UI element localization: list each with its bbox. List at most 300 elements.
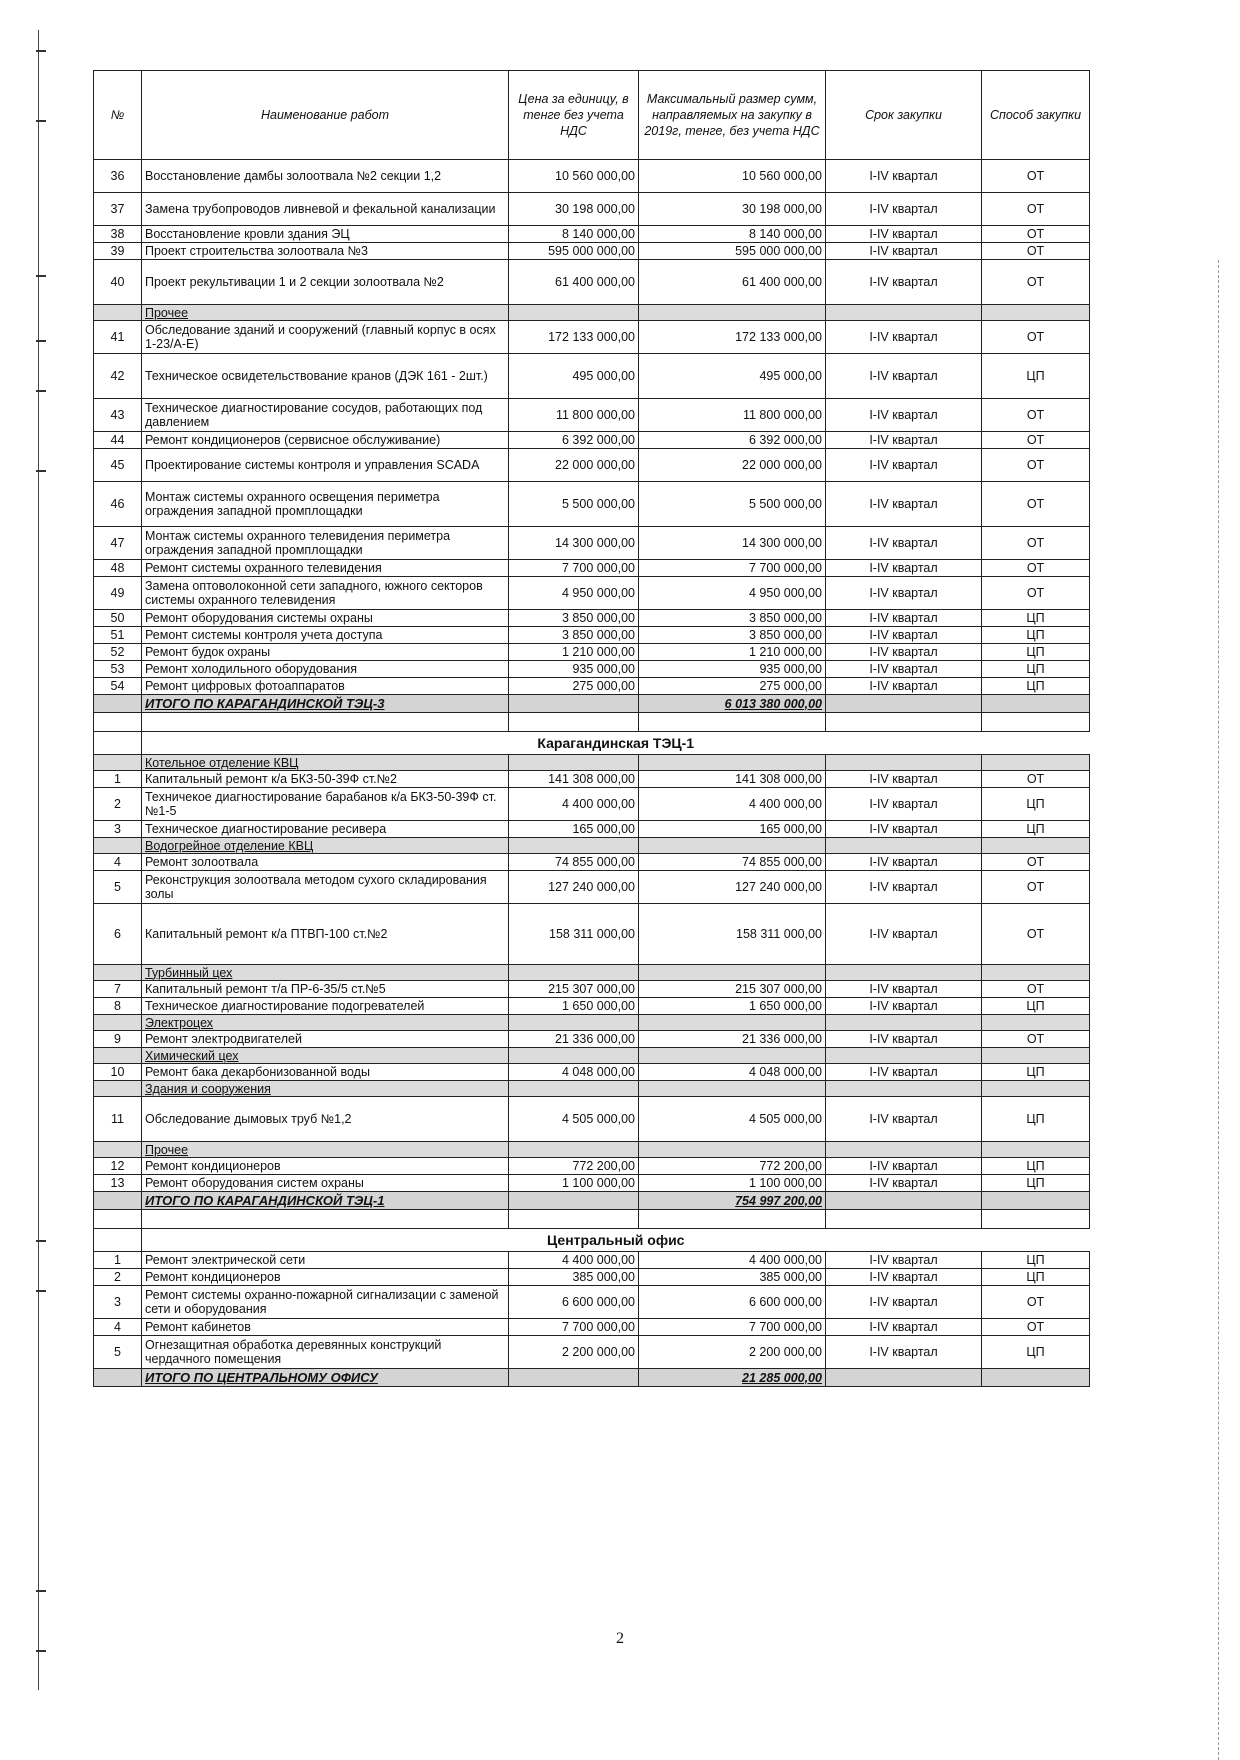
- row-price: 141 308 000,00: [509, 771, 639, 788]
- row-number: 44: [94, 432, 142, 449]
- header-term: Срок закупки: [826, 71, 982, 160]
- row-name: Замена оптоволоконной сети западного, южного секторов системы охранного телевидения: [142, 577, 509, 610]
- row-method: ЦП: [982, 644, 1090, 661]
- section-empty: [826, 1015, 982, 1031]
- row-name: Техническое диагностирование сосудов, работающих под давлением: [142, 399, 509, 432]
- total-value: 754 997 200,00: [639, 1192, 826, 1210]
- row-number: 9: [94, 1031, 142, 1048]
- row-max: 6 392 000,00: [639, 432, 826, 449]
- row-name: Ремонт золоотвала: [142, 854, 509, 871]
- total-row: [94, 695, 1090, 713]
- row-term: I-IV квартал: [826, 354, 982, 399]
- row-term: I-IV квартал: [826, 243, 982, 260]
- section-num: [94, 1142, 142, 1158]
- row-term: I-IV квартал: [826, 610, 982, 627]
- row-max: 30 198 000,00: [639, 193, 826, 226]
- section-row: [94, 1142, 1090, 1158]
- spacer-cell: [94, 1210, 142, 1229]
- section-empty: [982, 965, 1090, 981]
- row-method: ОТ: [982, 771, 1090, 788]
- row-number: 1: [94, 1252, 142, 1269]
- total-empty: [826, 1369, 982, 1387]
- row-name: Техническое диагностирование ресивера: [142, 821, 509, 838]
- row-price: 165 000,00: [509, 821, 639, 838]
- section-label: Прочее: [142, 305, 509, 321]
- total-empty: [509, 1192, 639, 1210]
- table-row: [94, 771, 1090, 788]
- row-term: I-IV квартал: [826, 661, 982, 678]
- spacer-cell: [639, 1210, 826, 1229]
- row-term: I-IV квартал: [826, 678, 982, 695]
- row-method: ЦП: [982, 354, 1090, 399]
- section-empty: [509, 755, 639, 771]
- row-term: I-IV квартал: [826, 981, 982, 998]
- row-number: 48: [94, 560, 142, 577]
- row-price: 11 800 000,00: [509, 399, 639, 432]
- table-row: [94, 644, 1090, 661]
- row-max: 385 000,00: [639, 1269, 826, 1286]
- row-number: 4: [94, 1319, 142, 1336]
- row-price: 772 200,00: [509, 1158, 639, 1175]
- table-row: [94, 1064, 1090, 1081]
- row-price: 215 307 000,00: [509, 981, 639, 998]
- row-max: 1 210 000,00: [639, 644, 826, 661]
- table-row: [94, 678, 1090, 695]
- row-term: I-IV квартал: [826, 482, 982, 527]
- row-price: 127 240 000,00: [509, 871, 639, 904]
- row-max: 165 000,00: [639, 821, 826, 838]
- spacer-cell: [94, 713, 142, 732]
- row-price: 5 500 000,00: [509, 482, 639, 527]
- row-term: I-IV квартал: [826, 627, 982, 644]
- table-row: [94, 1252, 1090, 1269]
- row-term: I-IV квартал: [826, 904, 982, 965]
- row-max: 4 505 000,00: [639, 1097, 826, 1142]
- row-name: Ремонт электрической сети: [142, 1252, 509, 1269]
- row-method: ЦП: [982, 1269, 1090, 1286]
- table-row: [94, 527, 1090, 560]
- table-row: [94, 354, 1090, 399]
- row-number: 50: [94, 610, 142, 627]
- table-row: [94, 321, 1090, 354]
- row-max: 7 700 000,00: [639, 1319, 826, 1336]
- table-row: [94, 1031, 1090, 1048]
- spacer-cell: [142, 1210, 509, 1229]
- row-name: Ремонт системы охранного телевидения: [142, 560, 509, 577]
- row-number: 45: [94, 449, 142, 482]
- row-price: 7 700 000,00: [509, 1319, 639, 1336]
- section-label: Химический цех: [142, 1048, 509, 1064]
- row-price: 74 855 000,00: [509, 854, 639, 871]
- row-max: 1 100 000,00: [639, 1175, 826, 1192]
- table-row: [94, 1336, 1090, 1369]
- block-title-num: [94, 732, 142, 755]
- row-method: ОТ: [982, 432, 1090, 449]
- procurement-table: [93, 70, 1090, 1387]
- section-empty: [509, 965, 639, 981]
- table-row: [94, 1097, 1090, 1142]
- row-number: 53: [94, 661, 142, 678]
- table-row: [94, 1269, 1090, 1286]
- section-label: Котельное отделение КВЦ: [142, 755, 509, 771]
- section-row: [94, 755, 1090, 771]
- row-term: I-IV квартал: [826, 771, 982, 788]
- table-row: [94, 449, 1090, 482]
- row-method: ЦП: [982, 1097, 1090, 1142]
- row-max: 275 000,00: [639, 678, 826, 695]
- row-price: 22 000 000,00: [509, 449, 639, 482]
- row-price: 10 560 000,00: [509, 160, 639, 193]
- row-name: Восстановление дамбы золоотвала №2 секции 1,2: [142, 160, 509, 193]
- section-empty: [826, 838, 982, 854]
- row-name: Ремонт кондиционеров: [142, 1269, 509, 1286]
- row-method: ОТ: [982, 321, 1090, 354]
- total-label: ИТОГО ПО КАРАГАНДИНСКОЙ ТЭЦ-3: [142, 695, 509, 713]
- row-number: 38: [94, 226, 142, 243]
- total-row: [94, 1192, 1090, 1210]
- table-row: [94, 160, 1090, 193]
- section-empty: [639, 1015, 826, 1031]
- row-method: ЦП: [982, 1175, 1090, 1192]
- section-num: [94, 965, 142, 981]
- row-name: Ремонт системы охранно-пожарной сигнализации с заменой сети и оборудования: [142, 1286, 509, 1319]
- row-number: 13: [94, 1175, 142, 1192]
- section-empty: [982, 1081, 1090, 1097]
- row-name: Проект строительства золоотвала №3: [142, 243, 509, 260]
- row-max: 158 311 000,00: [639, 904, 826, 965]
- total-empty: [982, 695, 1090, 713]
- total-row: [94, 1369, 1090, 1387]
- total-empty: [509, 695, 639, 713]
- table-row: [94, 854, 1090, 871]
- row-name: Капитальный ремонт к/а БКЗ-50-39Ф ст.№2: [142, 771, 509, 788]
- row-max: 3 850 000,00: [639, 627, 826, 644]
- row-term: I-IV квартал: [826, 1286, 982, 1319]
- section-num: [94, 755, 142, 771]
- section-empty: [982, 838, 1090, 854]
- row-price: 14 300 000,00: [509, 527, 639, 560]
- section-label: Здания и сооружения: [142, 1081, 509, 1097]
- row-number: 7: [94, 981, 142, 998]
- row-name: Ремонт оборудования системы охраны: [142, 610, 509, 627]
- spacer-row: [94, 713, 1090, 732]
- row-method: ОТ: [982, 260, 1090, 305]
- row-method: ОТ: [982, 243, 1090, 260]
- total-empty: [509, 1369, 639, 1387]
- block-title-num: [94, 1229, 142, 1252]
- row-max: 127 240 000,00: [639, 871, 826, 904]
- row-price: 21 336 000,00: [509, 1031, 639, 1048]
- row-number: 52: [94, 644, 142, 661]
- row-max: 215 307 000,00: [639, 981, 826, 998]
- row-max: 8 140 000,00: [639, 226, 826, 243]
- table-row: [94, 432, 1090, 449]
- section-empty: [639, 965, 826, 981]
- scan-edge-right: [1218, 260, 1231, 1760]
- section-empty: [509, 1015, 639, 1031]
- spacer-cell: [982, 1210, 1090, 1229]
- row-method: ОТ: [982, 399, 1090, 432]
- block-title: Карагандинская ТЭЦ-1: [142, 732, 1090, 755]
- row-name: Капитальный ремонт к/а ПТВП-100 ст.№2: [142, 904, 509, 965]
- row-price: 6 600 000,00: [509, 1286, 639, 1319]
- table-row: [94, 788, 1090, 821]
- row-method: ОТ: [982, 1031, 1090, 1048]
- section-empty: [982, 755, 1090, 771]
- row-name: Замена трубопроводов ливневой и фекальной канализации: [142, 193, 509, 226]
- section-label: Электроцех: [142, 1015, 509, 1031]
- section-empty: [639, 1081, 826, 1097]
- row-price: 3 850 000,00: [509, 627, 639, 644]
- row-price: 30 198 000,00: [509, 193, 639, 226]
- table-row: [94, 482, 1090, 527]
- section-empty: [639, 838, 826, 854]
- row-term: I-IV квартал: [826, 788, 982, 821]
- row-price: 6 392 000,00: [509, 432, 639, 449]
- section-empty: [639, 755, 826, 771]
- row-term: I-IV квартал: [826, 160, 982, 193]
- spacer-cell: [826, 1210, 982, 1229]
- row-term: I-IV квартал: [826, 821, 982, 838]
- row-term: I-IV квартал: [826, 321, 982, 354]
- row-number: 42: [94, 354, 142, 399]
- table-row: [94, 226, 1090, 243]
- row-number: 6: [94, 904, 142, 965]
- total-value: 6 013 380 000,00: [639, 695, 826, 713]
- row-number: 43: [94, 399, 142, 432]
- row-term: I-IV квартал: [826, 1158, 982, 1175]
- row-max: 5 500 000,00: [639, 482, 826, 527]
- row-max: 61 400 000,00: [639, 260, 826, 305]
- row-max: 22 000 000,00: [639, 449, 826, 482]
- row-term: I-IV квартал: [826, 527, 982, 560]
- row-method: ОТ: [982, 193, 1090, 226]
- section-empty: [509, 305, 639, 321]
- row-price: 1 100 000,00: [509, 1175, 639, 1192]
- row-price: 4 950 000,00: [509, 577, 639, 610]
- total-empty: [982, 1192, 1090, 1210]
- table-row: [94, 627, 1090, 644]
- spacer-cell: [509, 1210, 639, 1229]
- row-method: ОТ: [982, 160, 1090, 193]
- row-number: 12: [94, 1158, 142, 1175]
- section-num: [94, 1081, 142, 1097]
- total-num: [94, 1369, 142, 1387]
- row-term: I-IV квартал: [826, 399, 982, 432]
- row-number: 5: [94, 871, 142, 904]
- section-label: Водогрейное отделение КВЦ: [142, 838, 509, 854]
- row-name: Ремонт холодильного оборудования: [142, 661, 509, 678]
- row-method: ОТ: [982, 1319, 1090, 1336]
- row-name: Техническое диагностирование подогревателей: [142, 998, 509, 1015]
- section-empty: [509, 1142, 639, 1158]
- row-max: 11 800 000,00: [639, 399, 826, 432]
- row-max: 4 400 000,00: [639, 1252, 826, 1269]
- row-name: Ремонт электродвигателей: [142, 1031, 509, 1048]
- row-method: ЦП: [982, 610, 1090, 627]
- row-name: Проект рекультивации 1 и 2 секции золоотвала №2: [142, 260, 509, 305]
- section-row: [94, 965, 1090, 981]
- table-row: [94, 871, 1090, 904]
- row-method: ЦП: [982, 1252, 1090, 1269]
- row-max: 14 300 000,00: [639, 527, 826, 560]
- row-name: Обследование дымовых труб №1,2: [142, 1097, 509, 1142]
- table-row: [94, 1286, 1090, 1319]
- row-term: I-IV квартал: [826, 1031, 982, 1048]
- row-number: 47: [94, 527, 142, 560]
- block-title-row: [94, 732, 1090, 755]
- row-max: 3 850 000,00: [639, 610, 826, 627]
- row-method: ЦП: [982, 627, 1090, 644]
- table-row: [94, 560, 1090, 577]
- section-row: [94, 1048, 1090, 1064]
- row-max: 21 336 000,00: [639, 1031, 826, 1048]
- section-label: Турбинный цех: [142, 965, 509, 981]
- table-row: [94, 1158, 1090, 1175]
- row-number: 2: [94, 1269, 142, 1286]
- section-empty: [826, 965, 982, 981]
- header-method: Способ закупки: [982, 71, 1090, 160]
- row-number: 8: [94, 998, 142, 1015]
- section-empty: [509, 1048, 639, 1064]
- row-max: 4 048 000,00: [639, 1064, 826, 1081]
- row-name: Ремонт кабинетов: [142, 1319, 509, 1336]
- section-empty: [639, 1142, 826, 1158]
- row-method: ОТ: [982, 482, 1090, 527]
- row-price: 172 133 000,00: [509, 321, 639, 354]
- row-number: 36: [94, 160, 142, 193]
- row-name: Восстановление кровли здания ЭЦ: [142, 226, 509, 243]
- header-max: Максимальный размер сумм, направляемых на закупку в 2019г, тенге, без учета НДС: [639, 71, 826, 160]
- section-empty: [639, 305, 826, 321]
- row-term: I-IV квартал: [826, 226, 982, 243]
- section-label: Прочее: [142, 1142, 509, 1158]
- row-price: 275 000,00: [509, 678, 639, 695]
- section-num: [94, 838, 142, 854]
- row-max: 74 855 000,00: [639, 854, 826, 871]
- section-empty: [826, 305, 982, 321]
- row-max: 595 000 000,00: [639, 243, 826, 260]
- table-row: [94, 399, 1090, 432]
- table-row: [94, 193, 1090, 226]
- row-max: 141 308 000,00: [639, 771, 826, 788]
- row-price: 4 505 000,00: [509, 1097, 639, 1142]
- table-row: [94, 998, 1090, 1015]
- row-name: Ремонт будок охраны: [142, 644, 509, 661]
- row-name: Огнезащитная обработка деревянных конструкций чердачного помещения: [142, 1336, 509, 1369]
- row-number: 39: [94, 243, 142, 260]
- scan-edge-left: [38, 30, 42, 1690]
- total-value: 21 285 000,00: [639, 1369, 826, 1387]
- section-empty: [509, 1081, 639, 1097]
- row-method: ОТ: [982, 1286, 1090, 1319]
- row-price: 595 000 000,00: [509, 243, 639, 260]
- row-number: 49: [94, 577, 142, 610]
- row-method: ЦП: [982, 821, 1090, 838]
- row-price: 4 048 000,00: [509, 1064, 639, 1081]
- row-price: 385 000,00: [509, 1269, 639, 1286]
- table-row: [94, 1175, 1090, 1192]
- section-empty: [509, 838, 639, 854]
- header-price: Цена за единицу, в тенге без учета НДС: [509, 71, 639, 160]
- table-row: [94, 260, 1090, 305]
- row-term: I-IV квартал: [826, 1097, 982, 1142]
- row-name: Реконструкция золоотвала методом сухого складирования золы: [142, 871, 509, 904]
- row-method: ОТ: [982, 871, 1090, 904]
- table-row: [94, 610, 1090, 627]
- row-term: I-IV квартал: [826, 1336, 982, 1369]
- total-label: ИТОГО ПО ЦЕНТРАЛЬНОМУ ОФИСУ: [142, 1369, 509, 1387]
- row-max: 2 200 000,00: [639, 1336, 826, 1369]
- total-empty: [982, 1369, 1090, 1387]
- row-number: 41: [94, 321, 142, 354]
- row-name: Ремонт бака декарбонизованной воды: [142, 1064, 509, 1081]
- spacer-cell: [639, 713, 826, 732]
- row-max: 1 650 000,00: [639, 998, 826, 1015]
- table-header-row: [94, 71, 1090, 160]
- row-max: 10 560 000,00: [639, 160, 826, 193]
- spacer-cell: [509, 713, 639, 732]
- row-term: I-IV квартал: [826, 1252, 982, 1269]
- section-empty: [982, 1015, 1090, 1031]
- row-max: 495 000,00: [639, 354, 826, 399]
- section-empty: [982, 1048, 1090, 1064]
- row-term: I-IV квартал: [826, 644, 982, 661]
- table-row: [94, 981, 1090, 998]
- row-term: I-IV квартал: [826, 1269, 982, 1286]
- row-max: 172 133 000,00: [639, 321, 826, 354]
- row-number: 4: [94, 854, 142, 871]
- row-name: Монтаж системы охранного телевидения периметра ограждения западной промплощадки: [142, 527, 509, 560]
- section-empty: [982, 1142, 1090, 1158]
- row-max: 4 950 000,00: [639, 577, 826, 610]
- section-empty: [639, 1048, 826, 1064]
- row-number: 2: [94, 788, 142, 821]
- row-number: 5: [94, 1336, 142, 1369]
- row-term: I-IV квартал: [826, 432, 982, 449]
- block-title: Центральный офис: [142, 1229, 1090, 1252]
- row-price: 158 311 000,00: [509, 904, 639, 965]
- row-price: 935 000,00: [509, 661, 639, 678]
- section-row: [94, 1015, 1090, 1031]
- spacer-cell: [982, 713, 1090, 732]
- row-price: 4 400 000,00: [509, 1252, 639, 1269]
- row-price: 8 140 000,00: [509, 226, 639, 243]
- row-term: I-IV квартал: [826, 449, 982, 482]
- row-method: ОТ: [982, 560, 1090, 577]
- section-num: [94, 1015, 142, 1031]
- row-term: I-IV квартал: [826, 1319, 982, 1336]
- section-row: [94, 838, 1090, 854]
- row-term: I-IV квартал: [826, 560, 982, 577]
- section-empty: [826, 1081, 982, 1097]
- section-row: [94, 305, 1090, 321]
- row-price: 3 850 000,00: [509, 610, 639, 627]
- row-price: 4 400 000,00: [509, 788, 639, 821]
- row-number: 1: [94, 771, 142, 788]
- row-method: ЦП: [982, 678, 1090, 695]
- row-max: 772 200,00: [639, 1158, 826, 1175]
- row-name: Ремонт цифровых фотоаппаратов: [142, 678, 509, 695]
- row-term: I-IV квартал: [826, 193, 982, 226]
- table-row: [94, 577, 1090, 610]
- row-term: I-IV квартал: [826, 1064, 982, 1081]
- row-method: ЦП: [982, 1064, 1090, 1081]
- row-number: 54: [94, 678, 142, 695]
- row-method: ЦП: [982, 1158, 1090, 1175]
- row-price: 1 210 000,00: [509, 644, 639, 661]
- header-name: Наименование работ: [142, 71, 509, 160]
